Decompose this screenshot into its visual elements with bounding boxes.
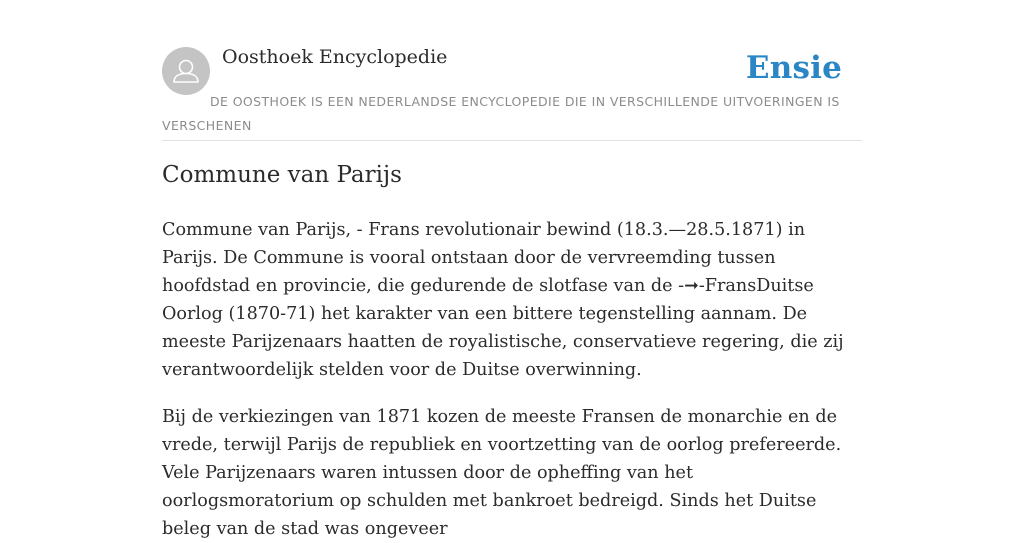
frans-duitse-oorlog-link[interactable]: ➞-FransDuitse Oorlog (162, 276, 814, 324)
publication-header (162, 0, 862, 141)
ensie-logo[interactable]: Ensie (745, 50, 842, 86)
publication-tagline: DE OOSTHOEK IS EEN NEDERLANDSE ENCYCLOPEDIE DIE IN VERSCHILLENDE UITVOERINGEN IS VERSCHENEN (162, 94, 840, 133)
user-avatar-icon[interactable] (162, 47, 210, 95)
paragraph-text: Commune van Parijs, - Frans revolutionair bewind (18.3.—28.5.1871) in Parijs. De Commune is vooral ontstaan door de vervreemding tussen hoofdstad en provincie, die gedurende de slotfase van de - (162, 220, 806, 296)
publication-title-link[interactable]: Oosthoek Encyclopedie (222, 46, 448, 68)
paragraph-text: (1870-71) het karakter van een bittere tegenstelling aannam. De meeste Parijzenaars haatten de royalistische, conservatieve regering, die zij verantwoordelijk stelden voor de Duitse overwinning. (162, 304, 844, 380)
page-container (162, 0, 862, 539)
article-title: Commune van Parijs (162, 162, 402, 188)
article-paragraph-1 (162, 216, 864, 384)
article-paragraph-2: Bij de verkiezingen van 1871 kozen de meeste Fransen de monarchie en de vrede, terwijl Parijs de republiek en voortzetting van de oorlog prefereerde. Vele Parijzenaars waren intussen door de opheffing van het oorlogsmoratorium op schulden met bankroet bedreigd. Sinds het Duitse beleg van de stad was ongeveer (162, 407, 842, 539)
